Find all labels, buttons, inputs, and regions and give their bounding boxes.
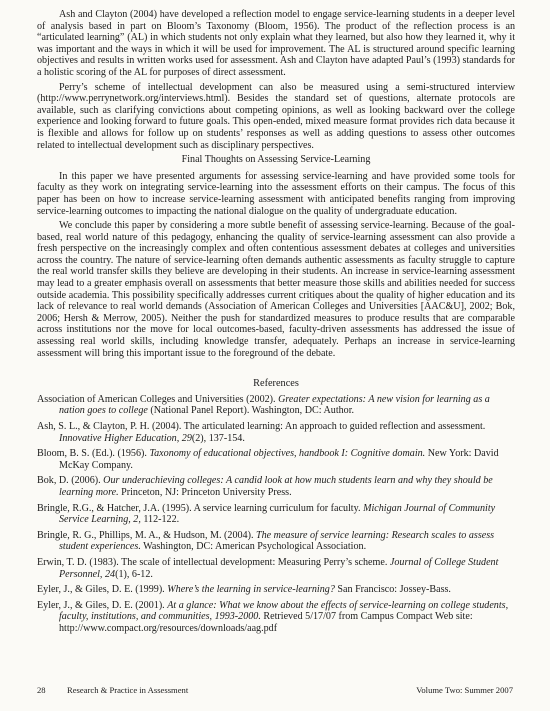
reference-title: Our underachieving colleges: A candid look at how much students learn and why they should be learning more.: [59, 475, 493, 498]
reference-text: 112-122.: [140, 514, 180, 526]
reference-text: Bok, D. (2006).: [37, 475, 104, 487]
reference-text: New York: David McKay Company.: [59, 448, 499, 471]
body-paragraph: Perry’s scheme of intellectual development can also be measured using a semi-structured interview (http://www.perrynetwork.org/interviews.html). Besides the standard set of questions, alternate protocols are available, such as clarifying convictions about competing opinions, as well as looking backward over the college experience and looking forward to future goals. This open-ended, mixed measure format provides rich data because it is flexible and allows for follow up on students’ responses as well as adding questions to assess other outcomes related to intellectual development such as disciplinary perspectives.: [37, 81, 515, 151]
reference-text: (2), 137-154.: [191, 432, 245, 444]
reference-title: Greater expectations: A new vision for learning as a nation goes to college: [59, 393, 490, 417]
reference-text: Eyler, J., & Giles, D. E. (1999).: [37, 584, 168, 596]
reference-text: Washington, DC: American Psychological Association.: [140, 541, 367, 553]
volume-info: Volume Two: Summer 2007: [416, 685, 513, 695]
reference-title: Taxonomy of educational objectives, handbook I: Cognitive domain.: [149, 448, 426, 460]
reference-text: Erwin, T. D. (1983). The scale of intellectual development: Measuring Perry’s scheme.: [37, 556, 390, 568]
reference-title: The measure of service learning: Research scales to assess student experiences.: [59, 529, 495, 553]
reference-text: Bringle, R.G., & Hatcher, J.A. (1995). A service learning curriculum for faculty.: [37, 502, 364, 514]
reference-item: [37, 394, 515, 417]
reference-title: Innovative Higher Education, 29: [59, 432, 192, 444]
body-paragraph: We conclude this paper by considering a more subtle benefit of assessing service-learning. Because of the goal-based, real world nature of this pedagogy, enhancing the quality of service-learning assessment can also provide a fresh perspective on the increasingly complex and often contentious assessment debates at colleges and universities across the country. The nature of service-learning often demands authentic assessments as faculty struggle to capture the real world transfer skills they believe are developing in their students. An increase in service-learning assessment may lead to a greater emphasis overall on assessments that better measure those skills and abilities needed for success outside academia. This possibility specifically addresses current critiques about the quality of higher education and its lack of relevance to real world demands (Association of American Colleges and Universities [AAC&U], 2002; Bok, 2006; Hersh & Merrow, 2005). Neither the push for standardized measures to produce results that are comparable across institutions nor the move for local outcomes-based, faculty-driven assessments has addressed the issue of assessing real world skills, including knowledge transfer, adequately. Perhaps an increase in service-learning assessment will bring this important issue to the foreground of the debate.: [37, 220, 515, 359]
reference-item: [37, 584, 515, 596]
reference-item: [37, 503, 515, 526]
body-paragraph: Ash and Clayton (2004) have developed a reflection model to engage service-learning students in a deeper level of analysis based in part on Bloom’s Taxonomy (Bloom, 1956). The product of the reflection process is an “articulated learning” (AL) in which students not only explain what they learned, but also how they learned it, why it was important and the ways in which it will be used for improvement. The AL is structured around specific learning objectives and results in written works used for assessment. Ash and Clayton have adapted Paul’s (1993) standards for a holistic scoring of the AL for purposes of direct assessment.: [37, 9, 515, 78]
reference-title: At a glance: What we know about the effects of service-learning on college students, faculty, institutions, and communities, 1993-2000.: [59, 599, 509, 623]
reference-title: Michigan Journal of Community Service Learning, 2,: [59, 502, 496, 526]
reference-text: Ash, S. L., & Clayton, P. H. (2004). The articulated learning: An approach to guided reflection and assessment.: [37, 421, 486, 432]
reference-item: [37, 557, 515, 580]
references-title: References: [253, 378, 299, 390]
journal-name: Research & Practice in Assessment: [67, 685, 189, 695]
reference-text: (National Panel Report). Washington, DC: Author.: [147, 405, 355, 417]
reference-text: (1), 6-12.: [115, 568, 153, 580]
references-list: [37, 394, 515, 635]
page-number: 28: [37, 685, 46, 695]
reference-title: Journal of College Student Personnel, 24: [59, 556, 499, 580]
reference-item: [37, 421, 515, 444]
reference-text: Eyler, J., & Giles, D. E. (2001).: [37, 599, 168, 611]
article-body: [37, 9, 515, 639]
section-heading: Final Thoughts on Assessing Service-Learning: [181, 154, 371, 166]
reference-item: [37, 600, 515, 635]
reference-text: Association of American Colleges and Universities (2002).: [37, 393, 279, 405]
reference-text: Bloom, B. S. (Ed.). (1956).: [37, 448, 150, 460]
reference-text: San Francisco: Jossey-Bass.: [334, 584, 451, 596]
reference-item: [37, 530, 515, 553]
body-paragraph: In this paper we have presented arguments for assessing service-learning and have provided some tools for faculty as they work on integrating service-learning into the assessment efforts on their campus. The focus of this paper has been on how to increase service-learning assessment with anticipated benefits ranging from improving service-learning outcomes to impacting the national dialogue on the quality of undergraduate education.: [37, 170, 515, 217]
reference-text: Bringle, R. G., Phillips, M. A., & Hudson, M. (2004).: [37, 529, 256, 541]
reference-title: Where’s the learning in service-learning?: [167, 584, 335, 596]
reference-item: [37, 475, 515, 498]
reference-text: Princeton, NJ: Princeton University Press.: [118, 486, 292, 498]
reference-text: Retrieved 5/17/07 from Campus Compact Web site: http://www.compact.org/resources/downloads/aag.pdf: [59, 611, 473, 634]
reference-item: [37, 448, 515, 471]
